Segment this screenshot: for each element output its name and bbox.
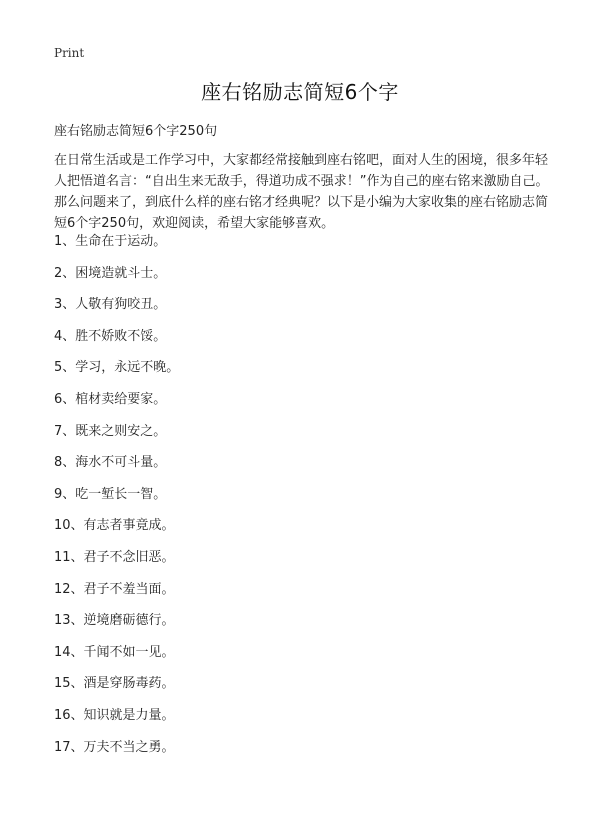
print-link[interactable]: Print <box>54 46 85 60</box>
list-item: 17、万夫不当之勇。 <box>54 739 175 755</box>
list-item: 11、君子不念旧恶。 <box>54 549 175 565</box>
page-title: 座右铭励志简短6个字 <box>201 80 399 104</box>
list-item: 10、有志者事竟成。 <box>54 518 175 534</box>
list-item: 16、知识就是力量。 <box>54 707 175 723</box>
list-item: 3、人敬有狗咬丑。 <box>54 297 167 313</box>
list-item: 1、生命在于运动。 <box>54 234 167 249</box>
list-item: 15、酒是穿肠毒药。 <box>54 676 175 692</box>
list-item: 5、学习，永远不晚。 <box>54 360 180 376</box>
list-item: 13、逆境磨砺德行。 <box>54 613 175 629</box>
list-item: 4、胜不娇败不馁。 <box>54 328 167 344</box>
list-item: 12、君子不羞当面。 <box>54 581 175 597</box>
list-item: 7、既来之则安之。 <box>54 423 167 439</box>
article-subtitle: 座右铭励志简短6个字250句 <box>54 124 218 139</box>
list-item: 2、困境造就斗士。 <box>54 265 167 281</box>
intro-paragraph: 在日常生活或是工作学习中，大家都经常接触到座右铭吧，面对人生的困境，很多年轻人把悟道名言：“自出生来无敌手，得道功成不强求！”作为自己的座右铭来激励自己。那么问题来了，到底什么样的座右铭才经典呢？以下是小编为大家收集的座右铭励志简短6个字250句，欢迎阅读，希望大家能够喜欢。 <box>54 153 549 231</box>
list-item: 6、棺材卖给要家。 <box>54 391 167 407</box>
list-item: 8、海水不可斗量。 <box>54 455 167 471</box>
list-item: 14、千闻不如一见。 <box>54 644 175 660</box>
list-item: 9、吃一堑长一智。 <box>54 486 167 502</box>
motto-list <box>54 234 179 771</box>
